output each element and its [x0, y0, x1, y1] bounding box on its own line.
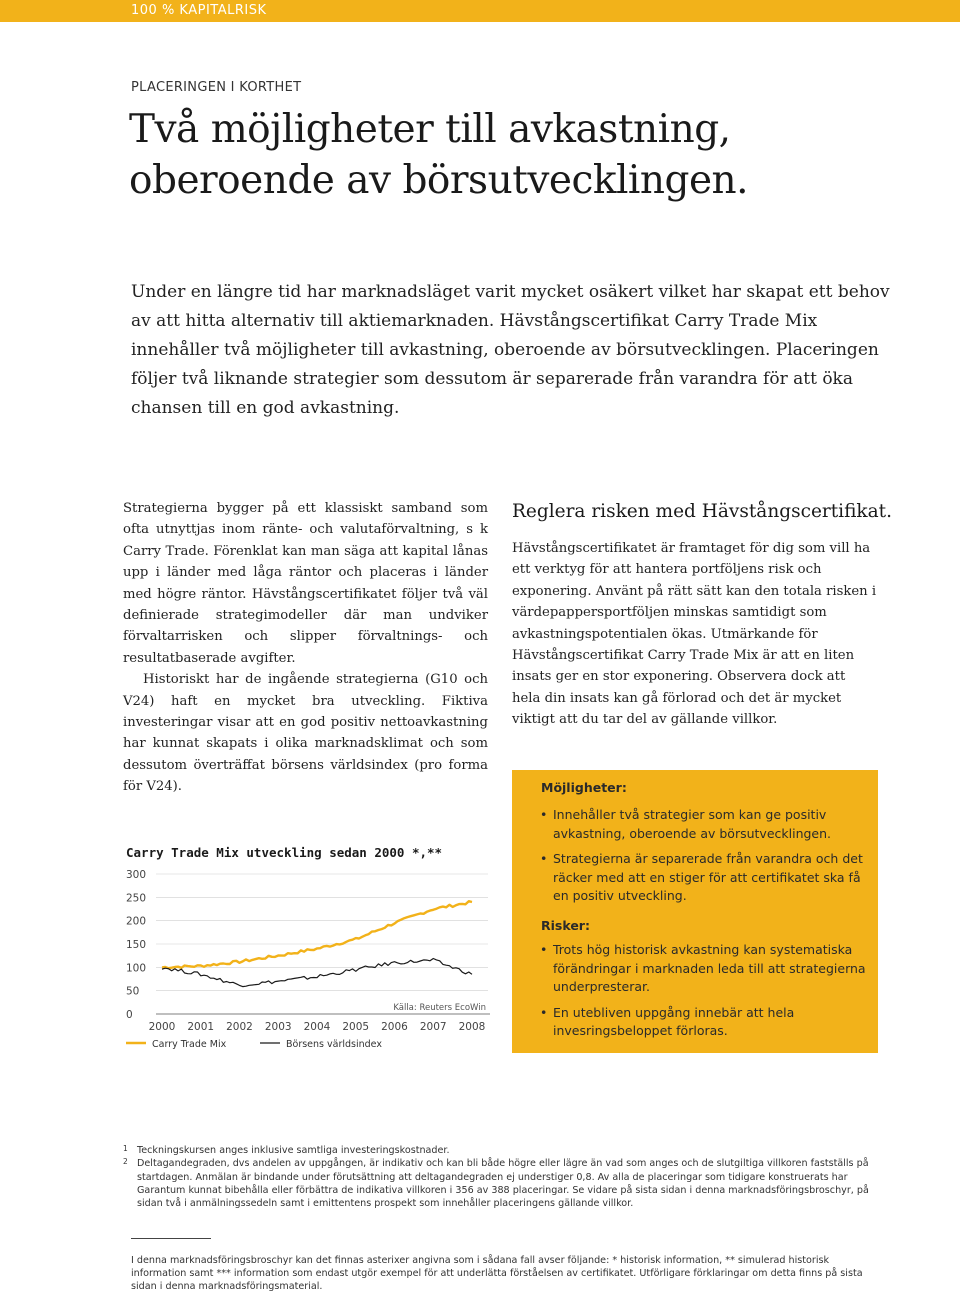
risk-item: • En utebliven uppgång innebär att hela invesringsbeloppet förloras.: [540, 1004, 875, 1041]
performance-chart: [120, 840, 500, 1060]
series-line: [162, 901, 472, 968]
right-body: Hävstångscertifikatet är framtaget för dig som vill ha ett verktyg för att hantera portföljens risk och exponering. Använt på rätt sätt kan den totala risken i värdepappersportföljen minskas samtidigt som avkastningspotentialen ökas. Utmärkande för Hävstångscertifikat Carry Trade Mix är att en liten insats ger en stor exponering. Observera dock att hela din insats kan gå förlorad och det är mycket viktigt att du tar del av gällande villkor.: [512, 541, 877, 728]
right-heading: Reglera risken med Hävstångscertifikat.: [512, 501, 892, 522]
opportunities-title: Möjligheter:: [541, 780, 627, 795]
y-tick-label: 0: [126, 1009, 133, 1021]
y-tick-label: 200: [126, 915, 147, 928]
footnote-text: Teckningskursen anges inklusive samtliga investeringskostnader.: [137, 1145, 450, 1156]
left-body: [123, 498, 488, 798]
footnotes: [123, 1144, 883, 1210]
y-tick-label: 300: [126, 869, 147, 881]
opportunities-list: [540, 806, 875, 913]
risks-title: Risker:: [541, 918, 590, 933]
left-body-paragraph-2: Historiskt har de ingående strategierna (G10 och V24) haft en mycket bra utveckling. Fiktiva investeringar visar att en god positiv nettoavkastning har kunnat skapats i olika marknadsklimat och som dessutom överträffat börsens världsindex (pro forma för V24).: [123, 672, 488, 795]
opportunity-item: • Innehåller två strategier som kan ge positiv avkastning, oberoende av börsutvecklingen.: [540, 806, 875, 843]
divider: [131, 1238, 211, 1239]
x-tick-label: 2002: [226, 1021, 253, 1033]
y-tick-label: 250: [126, 892, 147, 905]
x-tick-label: 2007: [419, 1021, 447, 1033]
footnote-1: [123, 1144, 883, 1157]
lead-paragraph: Under en längre tid har marknadsläget varit mycket osäkert vilket har skapat ett behov av att hitta alternativ till aktiemarknaden. Hävstångscertifikat Carry Trade Mix innehåller två möjligheter till avkastning, oberoende av börsutvecklingen. Placeringen följer två liknande strategier som dessutom är separerade från varandra för att öka chansen till en god avkastning.: [131, 282, 890, 418]
risk-item: • Trots hög historisk avkastning kan systematiska förändringar i marknaden leda till att strategierna underpresterar.: [540, 941, 875, 997]
x-tick-label: 2008: [458, 1021, 486, 1033]
x-tick-label: 2001: [187, 1021, 215, 1033]
x-tick-label: 2005: [342, 1021, 370, 1033]
top-banner: [0, 0, 960, 22]
opportunity-item: • Strategierna är separerade från varandra och det räcker med att en stiger för att certifikatet ska få en positiv utveckling.: [540, 850, 875, 906]
disclaimer: I denna marknadsföringsbroschyr kan det finnas asterixer angivna som i sådana fall avser följande: * historisk information, ** simulerad historisk information samt *** information som endast utgör exempel för att underlätta förståelsen av certifikatet. Utförligare förklaringar om detta finns på sista sidan i denna marknadsföringsmaterial.: [131, 1255, 863, 1292]
footnote-2: [123, 1157, 883, 1210]
footnote-number: 1: [123, 1144, 128, 1153]
y-tick-label: 50: [126, 985, 140, 998]
x-tick-label: 2000: [148, 1021, 176, 1033]
left-body-paragraph-1: Strategierna bygger på ett klassiskt samband som ofta utnyttjas inom ränte- och valutaförvaltning, s k Carry Trade. Förenklat kan man säga att kapital lånas upp i länder med låga räntor och placeras i länder med högre räntor. Hävstångscertifikatet följer två väl definierade strategimodeller där man undviker förvaltarrisken och slipper förvaltnings- och resultatbaserade avgifter.: [123, 501, 488, 666]
risk-label: 100 % KAPITALRISK: [131, 3, 267, 18]
page-title: [129, 104, 889, 206]
footnote-text: Deltagandegraden, dvs andelen av uppgången, är indikativ och kan bli både högre eller lägre än vad som anges och de slutgiltiga villkoren fastställs på startdagen. Anmälan är bindande under förutsättning att deltagandegraden ej understiger 0,8. Av alla de placeringar som tidigare konstruerats har Garantum kunnat bibehålla eller förbättra de indikativa villkoren i 356 av 388 placeringar. Se vidare på sista sidan i denna marknadsföringsbroschyr, på sidan två i anmälningssedeln samt i emittentens prospekt som innehåller placeringens gällande villkor.: [137, 1158, 869, 1210]
footnote-number: 2: [123, 1157, 128, 1167]
section-kicker: PLACERINGEN I KORTHET: [131, 80, 302, 95]
y-tick-label: 150: [126, 939, 147, 951]
title-line-1: Två möjligheter till avkastning,: [129, 107, 731, 152]
x-tick-label: 2003: [264, 1021, 292, 1033]
legend-label: Börsens världsindex: [286, 1039, 382, 1050]
risks-list: [540, 941, 875, 1048]
legend-label: Carry Trade Mix: [152, 1039, 227, 1050]
source-label: Källa: Reuters EcoWin: [393, 1003, 486, 1013]
title-line-2: oberoende av börsutvecklingen.: [129, 158, 749, 203]
series-line: [162, 959, 472, 987]
chart-title: Carry Trade Mix utveckling sedan 2000 *,**: [126, 845, 443, 860]
info-box: [512, 770, 878, 1053]
y-tick-label: 100: [126, 962, 147, 975]
x-tick-label: 2004: [303, 1021, 331, 1033]
x-tick-label: 2006: [381, 1021, 408, 1033]
